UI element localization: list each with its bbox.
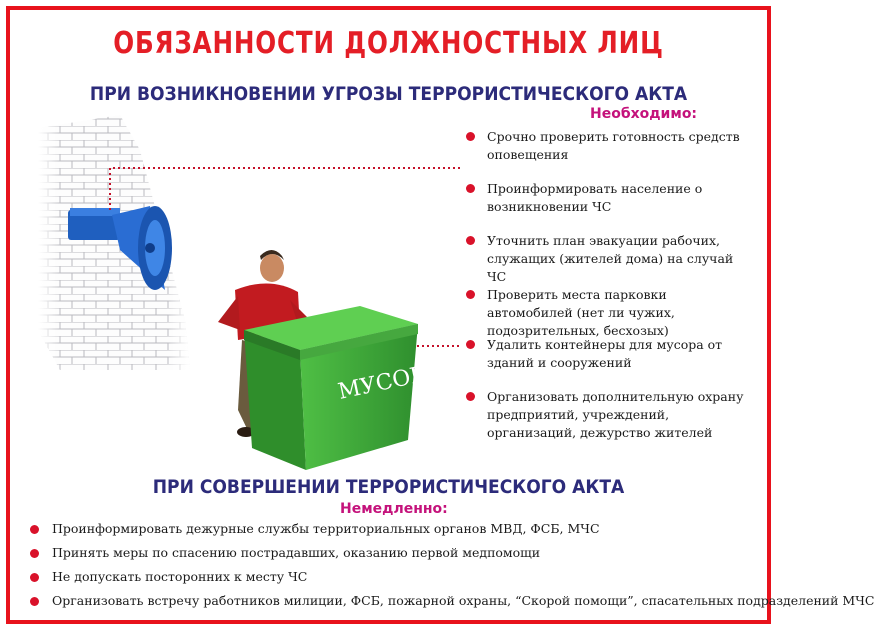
list-item: Не допускать посторонних к месту ЧС bbox=[30, 568, 760, 586]
bullet-icon bbox=[30, 549, 39, 558]
list-item: Проинформировать дежурные службы территориальных органов МВД, ФСБ, МЧС bbox=[30, 520, 760, 538]
bullet-icon bbox=[466, 132, 475, 141]
bin-label: МУСОР bbox=[335, 362, 428, 405]
list-item: Организовать дополнительную охрану предприятий, учреждений, организаций, дежурство жителей bbox=[466, 388, 756, 442]
bullet-icon bbox=[466, 340, 475, 349]
bullet-icon bbox=[466, 392, 475, 401]
list-item: Организовать встречу работников милиции, ФСБ, пожарной охраны, “Скорой помощи”, спасательных подразделений МЧС bbox=[30, 592, 760, 610]
poster-title: ОБЯЗАННОСТИ ДОЛЖНОСТНЫХ ЛИЦ bbox=[113, 26, 664, 61]
bullet-icon bbox=[466, 184, 475, 193]
trash-container bbox=[244, 306, 428, 470]
section2-lead: Немедленно: bbox=[340, 501, 448, 517]
section2-heading: ПРИ СОВЕРШЕНИИ ТЕРРОРИСТИЧЕСКОГО АКТА bbox=[152, 476, 625, 498]
section1-heading: ПРИ ВОЗНИКНОВЕНИИ УГРОЗЫ ТЕРРОРИСТИЧЕСКОГО АКТА bbox=[89, 83, 688, 105]
list-item: Принять меры по спасению пострадавших, оказанию первой медпомощи bbox=[30, 544, 760, 562]
bullet-icon bbox=[466, 290, 475, 299]
bullet-icon bbox=[466, 236, 475, 245]
bullet-icon bbox=[30, 573, 39, 582]
bullet-icon bbox=[30, 525, 39, 534]
bullet-icon bbox=[30, 597, 39, 606]
list-item: Уточнить план эвакуации рабочих, служащих (жителей дома) на случай ЧС bbox=[466, 232, 756, 286]
list-item: Проверить места парковки автомобилей (нет ли чужих, подозрительных, бесхозых) bbox=[466, 286, 756, 340]
list-item: Проинформировать население о возникновении ЧС bbox=[466, 180, 756, 216]
list-item: Удалить контейнеры для мусора от зданий и сооружений bbox=[466, 336, 756, 372]
list-item: Срочно проверить готовность средств оповещения bbox=[466, 128, 756, 164]
leader-line-1 bbox=[110, 168, 462, 210]
section1-lead: Необходимо: bbox=[590, 106, 698, 122]
